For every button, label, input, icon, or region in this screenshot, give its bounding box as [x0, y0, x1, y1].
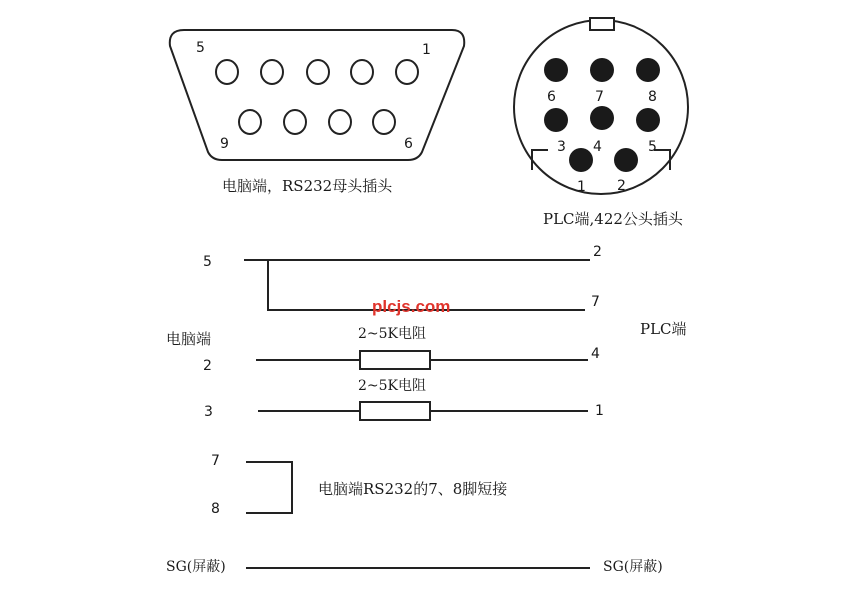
db9-hole [373, 110, 395, 134]
resistor-1 [360, 351, 430, 369]
db9-pin-label: 6 [404, 136, 413, 152]
din8-pin-label: 6 [547, 89, 556, 105]
pc-side-title: 电脑端 [166, 330, 212, 348]
db9-hole [261, 60, 283, 84]
din8-pin-label: 2 [617, 178, 626, 194]
din8-pin [544, 58, 568, 82]
din8-pin [590, 58, 614, 82]
db9-pin-label: 9 [220, 136, 229, 152]
pc-pin-7-label: 7 [211, 453, 220, 469]
resistor-label: 2~5K电阻 [358, 326, 427, 342]
din8-key-notch [590, 18, 614, 30]
din8-pin-label: 4 [593, 139, 602, 155]
db9-connector [170, 30, 464, 195]
plc-pin-7-label: 7 [591, 294, 600, 310]
db9-shell [170, 30, 464, 160]
din8-pin-label: 3 [557, 139, 566, 155]
plc-pin-2-label: 2 [593, 244, 602, 260]
din8-pin [544, 108, 568, 132]
din8-pin-label: 1 [577, 179, 586, 195]
din8-pin-label: 8 [648, 89, 657, 105]
resistor-2 [360, 402, 430, 420]
sg-left-label: SG(屏蔽) [166, 559, 226, 575]
short-7-8 [246, 462, 292, 513]
plc-pin-1-label: 1 [595, 403, 604, 419]
din8-caption: PLC端,422公头插头 [543, 210, 683, 228]
din8-pin-label: 7 [595, 89, 604, 105]
din8-pin [590, 106, 614, 130]
db9-caption: 电脑端，RS232母头插头 [222, 177, 393, 195]
din8-pin [614, 148, 638, 172]
db9-hole [307, 60, 329, 84]
db9-hole [239, 110, 261, 134]
pc-pin-5-label: 5 [203, 254, 212, 270]
db9-hole [216, 60, 238, 84]
short-note: 电脑端RS232的7、8脚短接 [318, 480, 508, 498]
pc-pin-8-label: 8 [211, 501, 220, 517]
din8-pin [636, 58, 660, 82]
db9-hole [351, 60, 373, 84]
sg-right-label: SG(屏蔽) [603, 559, 663, 575]
din8-guide-left [532, 150, 548, 170]
plc-side-title: PLC端 [640, 320, 687, 338]
din8-pin [636, 108, 660, 132]
db9-pin-label: 5 [196, 40, 205, 56]
din8-pin-label: 5 [648, 139, 657, 155]
din8-connector [514, 18, 688, 228]
plc-pin-4-label: 4 [591, 346, 600, 362]
wiring [166, 244, 687, 575]
db9-hole [329, 110, 351, 134]
pc-pin-2-label: 2 [203, 358, 212, 374]
db9-pin-label: 1 [422, 42, 431, 58]
resistor-label: 2~5K电阻 [358, 378, 427, 394]
db9-hole [284, 110, 306, 134]
pc-pin-3-label: 3 [204, 404, 213, 420]
din8-pin [569, 148, 593, 172]
watermark: plcjs.com [372, 297, 451, 316]
db9-hole [396, 60, 418, 84]
